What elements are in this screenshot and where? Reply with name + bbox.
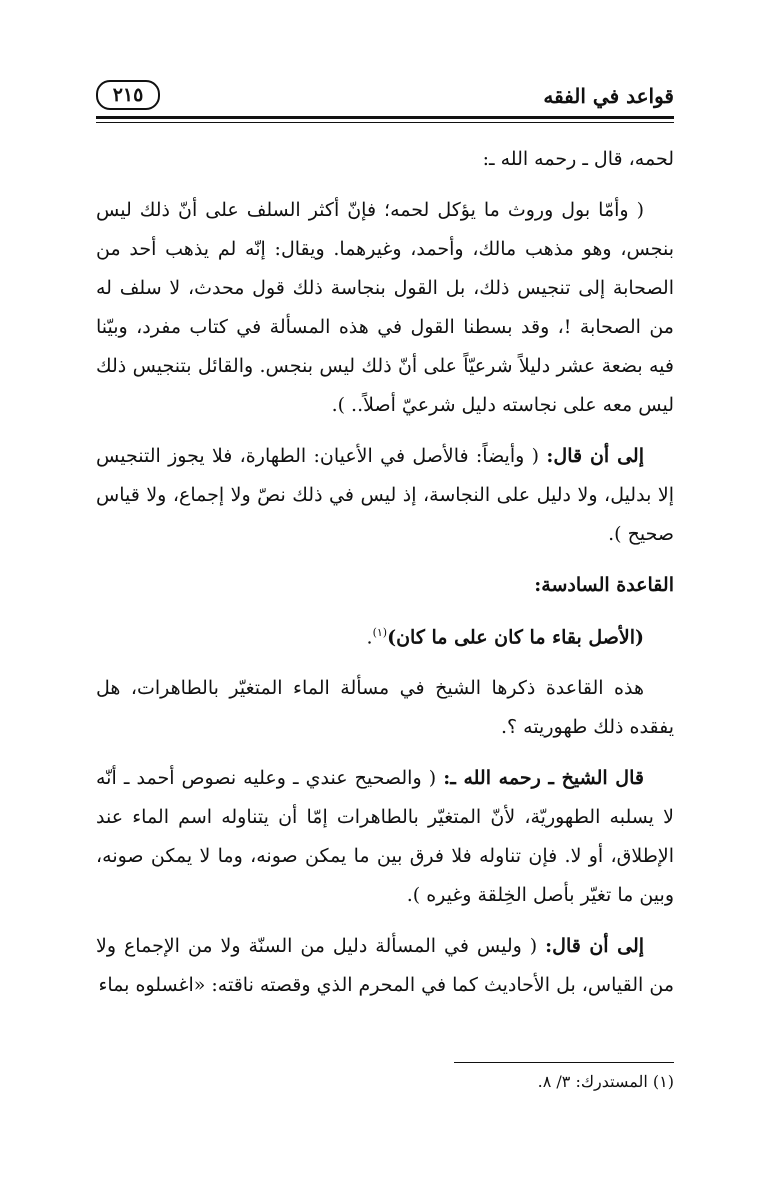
paragraph-5-text: ( والصحيح عندي ـ وعليه نصوص أحمد ـ أنّه لا يسلبه الطهوريّة، لأنّ المتغيّر بالطاهرات إمّا أن يتناوله اسم الماء عند الإطلاق، أو لا. فإن تناوله فلا فرق بين ما يمكن صونه، وما لا يمكن صونه، وبين ما تغيّر بأصل الخِلقة وغيره ).: [96, 767, 674, 907]
paragraph-6-text: ( وليس في المسألة دليل من السنّة ولا من الإجماع ولا من القياس، بل الأحاديث كما في المحرم الذي وقصته ناقته: «اغسلوه بماء: [96, 935, 674, 997]
page-body: [96, 140, 674, 1017]
paragraph-5-lead: قال الشيخ ـ رحمه الله ـ:: [443, 767, 644, 790]
footnote: (١) المستدرك: ٣/ ٨.: [537, 1072, 674, 1091]
rule-statement: (الأصل بقاء ما كان على ما كان): [387, 626, 644, 649]
paragraph-6: [96, 927, 674, 1005]
footnote-separator: [454, 1062, 674, 1063]
paragraph-4: هذه القاعدة ذكرها الشيخ في مسألة الماء المتغيّر بالطاهرات، هل يفقده ذلك طهوريته ؟.: [96, 677, 674, 739]
paragraph-6-lead: إلى أن قال:: [545, 935, 645, 958]
paragraph-3: [96, 437, 674, 554]
running-title: قواعد في الفقه: [543, 84, 674, 108]
footnote-marker: (١): [372, 626, 388, 639]
rule-tail: .: [366, 626, 373, 649]
rule-statement-paragraph: [96, 613, 674, 657]
paragraph-3-text: ( وأيضاً: فالأصل في الأعيان: الطهارة، فلا يجوز التنجيس إلا بدليل، ولا دليل على النجاسة، إذ ليس في ذلك نصّ ولا إجماع، ولا قياس صحيح ).: [96, 445, 674, 545]
section-heading: القاعدة السادسة:: [534, 574, 674, 596]
paragraph-2: ( وأمّا بول وروث ما يؤكل لحمه؛ فإنّ أكثر السلف على أنّ ذلك ليس بنجس، وهو مذهب مالك، وأحمد، وغيرهما. ويقال: إنّه لم يذهب أحد من الصحابة إلى تنجيس ذلك، بل القول بنجاسة ذلك قول محدث، لا سلف له من الصحابة !، وقد بسطنا القول في هذه المسألة في كتاب مفرد، وبيّنا فيه بضعة عشر دليلاً شرعيّاً على أنّ ذلك ليس بنجس. والقائل بتنجيس ذلك ليس معه على نجاسته دليل شرعيّ أصلاً.. ).: [96, 199, 674, 416]
paragraph-1: لحمه، قال ـ رحمه الله ـ:: [482, 148, 674, 170]
page-number: ٢١٥: [96, 80, 160, 110]
header-rule-thick: [96, 116, 674, 119]
header-rule-thin: [96, 122, 674, 123]
paragraph-3-lead: إلى أن قال:: [546, 445, 644, 467]
paragraph-5: [96, 759, 674, 915]
page-header: [96, 62, 674, 112]
